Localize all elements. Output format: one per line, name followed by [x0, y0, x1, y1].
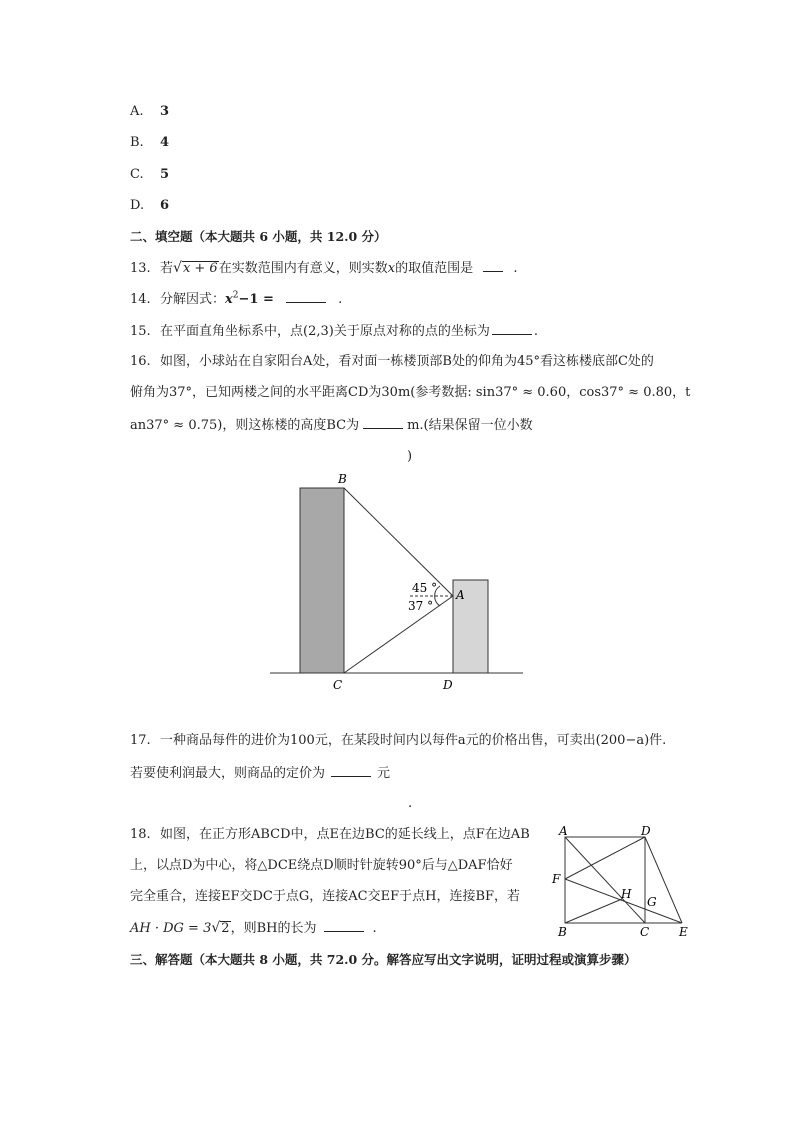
option-b: B. 4 — [130, 135, 170, 150]
line-ac — [344, 596, 453, 673]
question-13: 13. 若√x + 6在实数范围内有意义，则实数x的取值范围是 . — [130, 260, 518, 276]
line-df — [565, 837, 645, 879]
sqrt-radicand: x + 6 — [182, 261, 218, 276]
label-e: E — [679, 925, 688, 939]
label-f: F — [552, 872, 561, 886]
question-18-line4: AH · DG = 3√2，则BH的长为 . — [130, 920, 377, 936]
line-ac — [565, 837, 645, 923]
figure-18 — [548, 823, 698, 943]
section3-heading: 三、解答题（本大题共 8 小题，共 72.0 分。解答应写出文字说明，证明过程或演算步骤） — [130, 952, 637, 967]
answer-blank[interactable] — [483, 259, 503, 272]
label-a: A — [559, 824, 568, 838]
label-d: D — [641, 824, 651, 838]
answer-blank[interactable] — [492, 322, 532, 335]
section2-heading: 二、填空题（本大题共 6 小题，共 12.0 分） — [130, 229, 387, 244]
question-17-line1: 17. 一种商品每件的进价为100元，在某段时间内以每件a元的价格出售，可卖出(200−a)件. — [130, 733, 667, 748]
line-fe — [565, 879, 682, 923]
line-ab — [344, 488, 453, 596]
answer-blank[interactable] — [331, 764, 371, 777]
label-b: B — [558, 925, 567, 939]
question-17-dot: . — [408, 796, 413, 811]
building-bc — [300, 488, 344, 673]
label-d: D — [443, 678, 453, 692]
option-d: D. 6 — [130, 198, 170, 213]
question-16-line1: 16. 如图，小球站在自家阳台A处，看对面一栋楼顶部B处的仰角为45°看这栋楼底部C处的 — [130, 354, 654, 369]
option-c: C. 5 — [130, 167, 170, 182]
label-b: B — [338, 472, 347, 486]
label-h: H — [621, 887, 632, 901]
label-c: C — [333, 678, 343, 692]
question-14: 14. 分解因式：$x^2-1$ = . — [130, 290, 343, 307]
angle-45-label: 45 ° — [412, 581, 438, 595]
figure-16 — [260, 468, 540, 698]
question-16-line4: ) — [407, 449, 413, 464]
question-18-line3: 完全重合，连接EF交DC于点G，连接AC交EF于点H，连接BF，若 — [130, 889, 521, 904]
label-c: C — [640, 925, 650, 939]
angle-37-label: 37 ° — [408, 599, 434, 613]
question-15: 15. 在平面直角坐标系中，点(2,3)关于原点对称的点的坐标为 . — [130, 324, 538, 339]
question-18-line1: 18. 如图，在正方形ABCD中，点E在边BC的延长线上，点F在边AB — [130, 827, 530, 842]
answer-blank[interactable] — [286, 290, 326, 303]
label-g: G — [647, 895, 657, 909]
question-16-line2: 俯角为37°，已知两楼之间的水平距离CD为30m(参考数据: sin37° ≈ 0.60，cos37° ≈ 0.80，t — [130, 385, 691, 400]
question-18-line2: 上，以点D为中心，将△DCE绕点D顺时针旋转90°后与△DAF恰好 — [130, 858, 513, 873]
option-a: A. 3 — [130, 104, 170, 119]
answer-blank[interactable] — [324, 919, 364, 932]
line-de — [645, 837, 682, 923]
question-16-line3: an37° ≈ 0.75)，则这栋楼的高度BC为 m.(结果保留一位小数 — [130, 418, 533, 433]
label-a: A — [456, 588, 465, 602]
line-bh — [565, 899, 622, 923]
answer-blank[interactable] — [363, 416, 403, 429]
question-17-line2: 若要使利润最大，则商品的定价为 元 — [130, 766, 391, 781]
